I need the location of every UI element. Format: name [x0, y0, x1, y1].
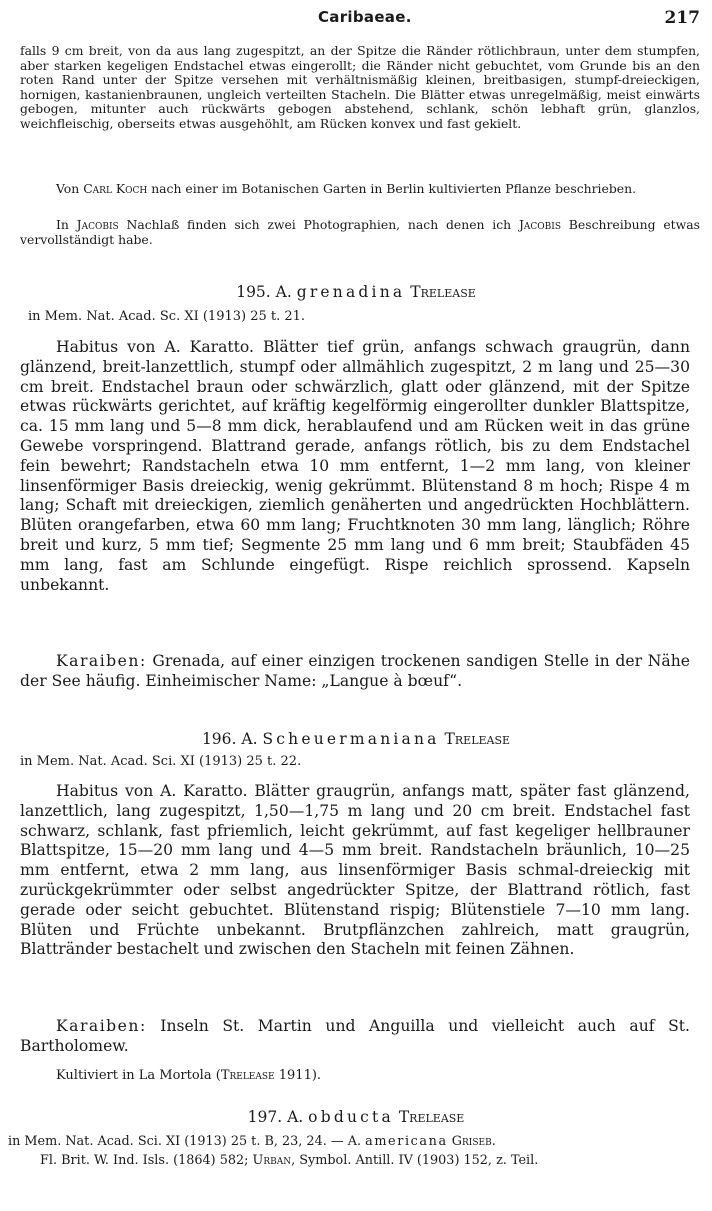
jacobi-note-text: Beschreibung etwas vervollständigt habe. [20, 217, 700, 247]
species-number: 196. A. [201, 730, 258, 748]
cultivation-note [56, 1068, 321, 1083]
koch-note-text: nach einer im Botanischen Garten in Berlin kultivierten Pflanze beschrieben. [147, 181, 637, 196]
species-distribution [20, 652, 690, 692]
koch-note-text: Von [56, 181, 84, 196]
author-name: Carl Koch [83, 181, 148, 196]
page-number: 217 [664, 8, 700, 28]
author-name: Jacobis [76, 217, 119, 232]
synonym-name: americana [365, 1134, 448, 1149]
continued-description: falls 9 cm breit, von da aus lang zugespitzt, an der Spitze die Ränder rötlichbraun, unter dem stumpfen, aber starken kegeligen Endstachel etwas eingerollt; die Ränder nicht gebuchtet, vom Grunde bis an den roten Rand unter der Spitze versehen mit verhältnismäßig kleinen, breitbasigen, stumpf-dreieckigen, hornigen, kastanienbraunen, ungleich verteilten Stacheln. Die Blätter etwas unregelmäßig, meist einwärts gebogen, mitunter auch rückwärts gebogen abstehend, schlank, schön lebhaft grün, glanzlos, weichfleischig, oberseits etwas ausgehöhlt, am Rücken konvex und fast gekielt. [20, 43, 700, 131]
jacobi-note [20, 218, 700, 247]
species-distribution [20, 1017, 690, 1057]
distribution-text: Inseln St. Martin und Anguilla und vielleicht auch auf St. Bartholomew. [20, 1017, 690, 1055]
species-epithet: obducta [308, 1108, 394, 1126]
species-epithet: Scheuermaniana [262, 730, 440, 748]
species-citation-continued [40, 1153, 538, 1168]
author-name: Jacobis [518, 217, 562, 232]
citation-text: Fl. Brit. W. Ind. Isls. (1864) 582; [40, 1153, 253, 1168]
cultivation-text: Kultiviert in La Mortola ( [56, 1068, 221, 1083]
species-number: 195. A. [236, 283, 292, 301]
author-name: Griseb. [447, 1134, 496, 1149]
species-description: Habitus von A. Karatto. Blätter graugrün, anfangs matt, später fast glänzend, lanzettlich, lang zugespitzt, 1,50—1,75 m lang und 20 cm breit. Endstachel fast schwarz, schlank, fast pfriemlich, leicht gekrümmt, auf fast kegeliger hellbrauner Blattspitze, 15—20 mm lang und 4—5 mm breit. Randstacheln bräunlich, 10—25 mm entfernt, etwa 2 mm lang, aus linsenförmiger Basis schmal-dreieckig mit zurückgekrümmter oder selbst angedrückter Spitze, der Blattrand rötlich, fast gerade oder seicht gebuchtet. Blütenstand rispig; Blütenstiele 7—10 mm lang. Blüten und Früchte unbekannt. Brutpflänzchen zahlreich, matt graugrün, Blattränder bestachelt und zwischen den Stacheln mit feinen Zähnen. [20, 782, 690, 959]
species-citation: in Mem. Nat. Acad. Sc. XI (1913) 25 t. 21. [28, 309, 306, 324]
page-header [0, 8, 712, 32]
jacobi-note-text: In [56, 217, 77, 232]
species-description: Habitus von A. Karatto. Blätter tief grün, anfangs schwach graugrün, dann glänzend, breit-lanzettlich, stumpf oder allmählich zugespitzt, 2 m lang und 25—30 cm breit. Endstachel braun oder schwärzlich, glatt oder glänzend, mit der Spitze etwas rückwärts gerichtet, auf kräftig kegelförmig eingerollter dunkler Blattspitze, ca. 15 mm lang und 5—8 mm dick, herablaufend und am Rücken weit in das grüne Gewebe vorspringend. Blattrand gerade, anfangs rötlich, bis zu dem Endstachel fein bewehrt; Randstacheln etwa 10 mm entfernt, 1—2 mm lang, von kleiner linsenförmiger Basis dreieckig, wenig gekrümmt. Blütenstand 8 m hoch; Rispe 4 m lang; Schaft mit dreieckigen, ziemlich genäherten und angedrückten Hochblättern. Blüten orangefarben, etwa 60 mm lang; Fruchtknoten 30 mm lang, länglich; Röhre breit und kurz, 5 mm tief; Segmente 25 mm lang und 6 mm breit; Staubfäden 45 mm lang, fast am Schlunde eingefügt. Rispe reichlich sprossend. Kapseln unbekannt. [20, 338, 690, 594]
running-head: Caribaeae. [318, 8, 412, 26]
species-heading [0, 730, 712, 748]
jacobi-note-text: Nachlaß finden sich zwei Photographien, nach denen ich [118, 217, 519, 232]
distribution-text: Grenada, auf einer einzigen trockenen sandigen Stelle in der Nähe der See häufig. Einheimischer Name: „Langue à bœuf“. [20, 652, 690, 690]
species-citation [8, 1134, 496, 1149]
species-author: Trelease [410, 283, 476, 301]
koch-note [20, 182, 700, 197]
species-heading [0, 1108, 712, 1126]
author-name: Trelease [220, 1068, 275, 1083]
species-author: Trelease [398, 1108, 465, 1126]
author-name: Urban [252, 1153, 292, 1168]
species-heading [0, 283, 712, 301]
citation-text: , Symbol. Antill. IV (1903) 152, z. Teil. [291, 1153, 539, 1168]
species-epithet: grenadina [296, 283, 406, 301]
species-citation: in Mem. Nat. Acad. Sci. XI (1913) 25 t. 22. [20, 754, 302, 769]
species-author: Trelease [444, 730, 511, 748]
region-label: Karaiben: [56, 652, 147, 670]
species-number: 197. A. [247, 1108, 304, 1126]
citation-text: in Mem. Nat. Acad. Sci. XI (1913) 25 t. B, 23, 24. — A. [8, 1134, 366, 1149]
cultivation-text: 1911). [274, 1068, 322, 1083]
region-label: Karaiben: [56, 1017, 147, 1035]
